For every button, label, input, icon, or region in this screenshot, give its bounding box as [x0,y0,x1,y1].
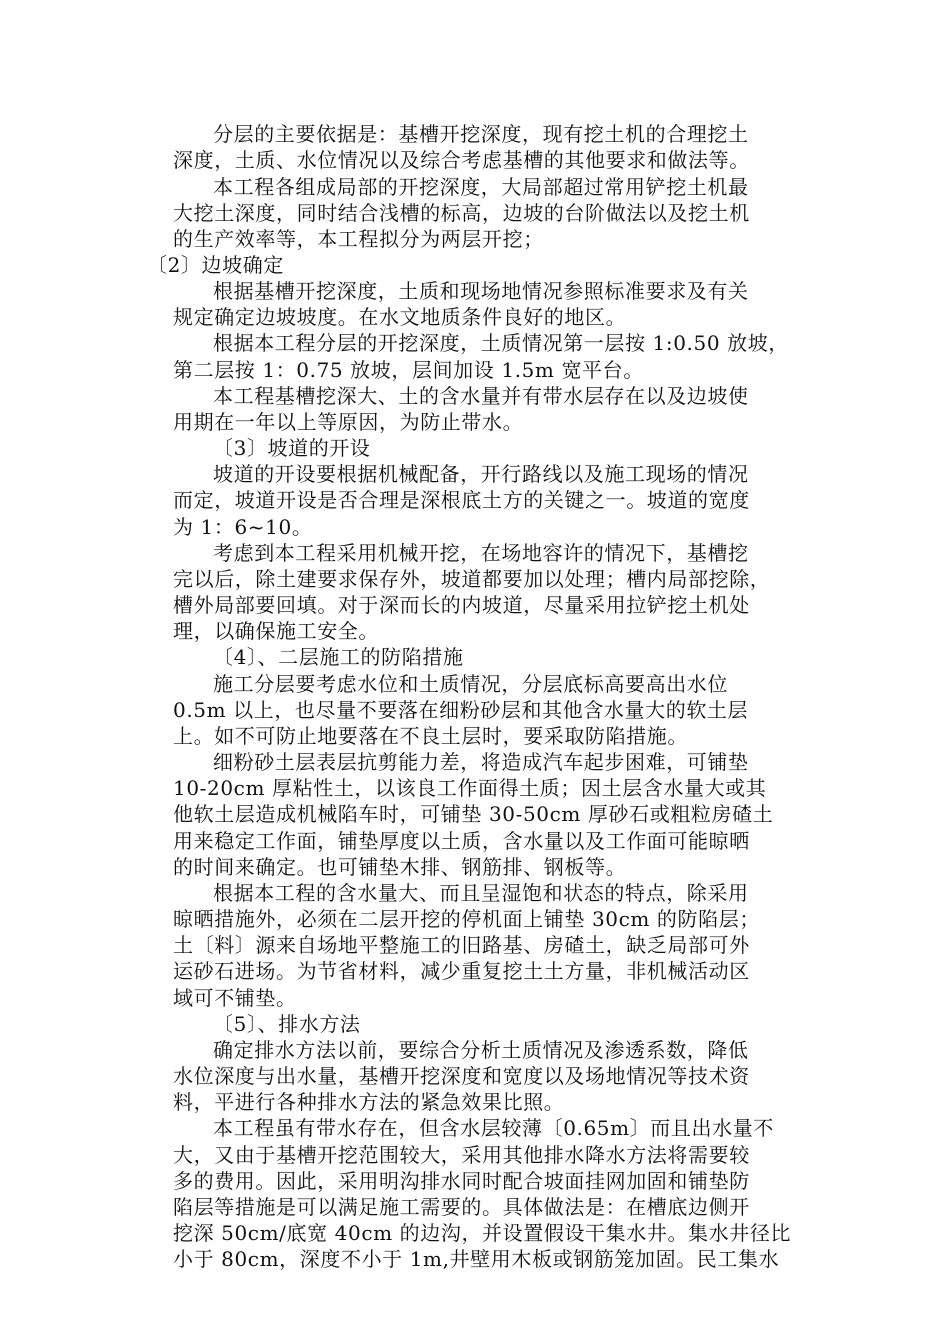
text-line: 挖深 50cm/底宽 40cm 的边沟，并设置假设干集水井。集水井径比 [173,1221,792,1245]
text-line: 10-20cm 厚粘性土，以该良工作面得土质；因土层含水量大或其 [173,776,767,800]
text-line: 上。如不可防止地要落在不良土层时，要采取防陷措施。 [173,724,688,748]
text-line: 0.5m 以上，也尽量不要落在细粉砂层和其他含水量大的软土层 [173,698,749,722]
text-line: 本工程各组成局部的开挖深度，大局部超过常用铲挖土机最 [213,175,749,199]
text-line: 规定确定边坡坡度。在水文地质条件良好的地区。 [173,305,627,329]
text-line: 根据本工程的含水量大、而且呈湿饱和状态的特点，除采用 [213,881,749,905]
text-line: 水位深度与出水量，基槽开挖深度和宽度以及场地情况等技术资 [173,1064,750,1088]
section-heading: 〔5〕、排水方法 [213,1012,361,1036]
text-line: 深度，土质、水位情况以及综合考虑基槽的其他要求和做法等。 [173,148,750,172]
text-line: 确定排水方法以前，要综合分析土质情况及渗透系数，降低 [213,1038,749,1062]
text-line: 第二层按 1：0.75 放坡，层间加设 1.5m 宽平台。 [173,358,644,382]
text-line: 料，平进行各种排水方法的紧急效果比照。 [173,1090,565,1114]
text-line: 土〔料〕源来自场地平整施工的旧路基、房碴土，缺乏局部可外 [173,933,750,957]
text-line: 理，以确保施工安全。 [173,619,379,643]
section-heading: 〔4〕、二层施工的防陷措施 [213,645,464,669]
text-line: 用期在一年以上等原因，为防止带水。 [173,410,524,434]
text-line: 坡道的开设要根据机械配备，开行路线以及施工现场的情况 [213,462,749,486]
text-line: 多的费用。因此，采用明沟排水同时配合坡面挂网加固和铺垫防 [173,1169,750,1193]
section-heading: 〔2〕边坡确定 [147,253,284,277]
text-line: 根据基槽开挖深度，土质和现场地情况参照标准要求及有关 [213,279,749,303]
text-line: 分层的主要依据是：基槽开挖深度，现有挖土机的合理挖土 [213,122,749,146]
text-line: 根据本工程分层的开挖深度，土质情况第一层按 1:0.50 放坡， [213,331,789,355]
text-line: 他软土层造成机械陷车时，可铺垫 30-50cm 厚砂石或粗粒房碴土 [173,802,774,826]
text-line: 域可不铺垫。 [173,986,297,1010]
text-line: 大挖土深度，同时结合浅槽的标高，边坡的台阶做法以及挖土机 [173,201,750,225]
text-line: 而定，坡道开设是否合理是深根底土方的关键之一。坡道的宽度 [173,488,750,512]
text-line: 本工程基槽挖深大、土的含水量并有带水层存在以及边坡使 [213,384,749,408]
text-line: 用来稳定工作面，铺垫厚度以土质，含水量以及工作面可能晾晒 [173,829,750,853]
text-line: 晾晒措施外，必须在二层开挖的停机面上铺垫 30cm 的防陷层； [173,907,760,931]
text-line: 完以后，除土建要求保存外，坡道都要加以处理；槽内局部挖除， [173,567,771,591]
text-line: 小于 80cm，深度不小于 1m,井壁用木板或钢筋笼加固。民工集水 [173,1247,780,1271]
text-line: 施工分层要考虑水位和土质情况，分层底标高要高出水位 [213,672,728,696]
text-line: 大，又由于基槽开挖范围较大，采用其他排水降水方法将需要较 [173,1143,750,1167]
text-line: 槽外局部要回填。对于深而长的内坡道，尽量采用拉铲挖土机处 [173,593,750,617]
text-line: 本工程虽有带水存在，但含水层较薄〔0.65m〕而且出水量不 [213,1116,774,1140]
text-line: 陷层等措施是可以满足施工需要的。具体做法是：在槽底边侧开 [173,1195,750,1219]
text-line: 细粉砂土层表层抗剪能力差，将造成汽车起步困难，可铺垫 [213,750,749,774]
text-line: 运砂石进场。为节省材料，减少重复挖土土方量，非机械活动区 [173,959,750,983]
text-line: 为 1：6~10。 [173,515,313,539]
text-line: 的时间来确定。也可铺垫木排、钢筋排、钢板等。 [173,855,627,879]
text-line: 考虑到本工程采用机械开挖，在场地容许的情况下，基槽挖 [213,541,749,565]
text-line: 的生产效率等，本工程拟分为两层开挖； [173,227,544,251]
section-heading: 〔3〕坡道的开设 [213,436,371,460]
